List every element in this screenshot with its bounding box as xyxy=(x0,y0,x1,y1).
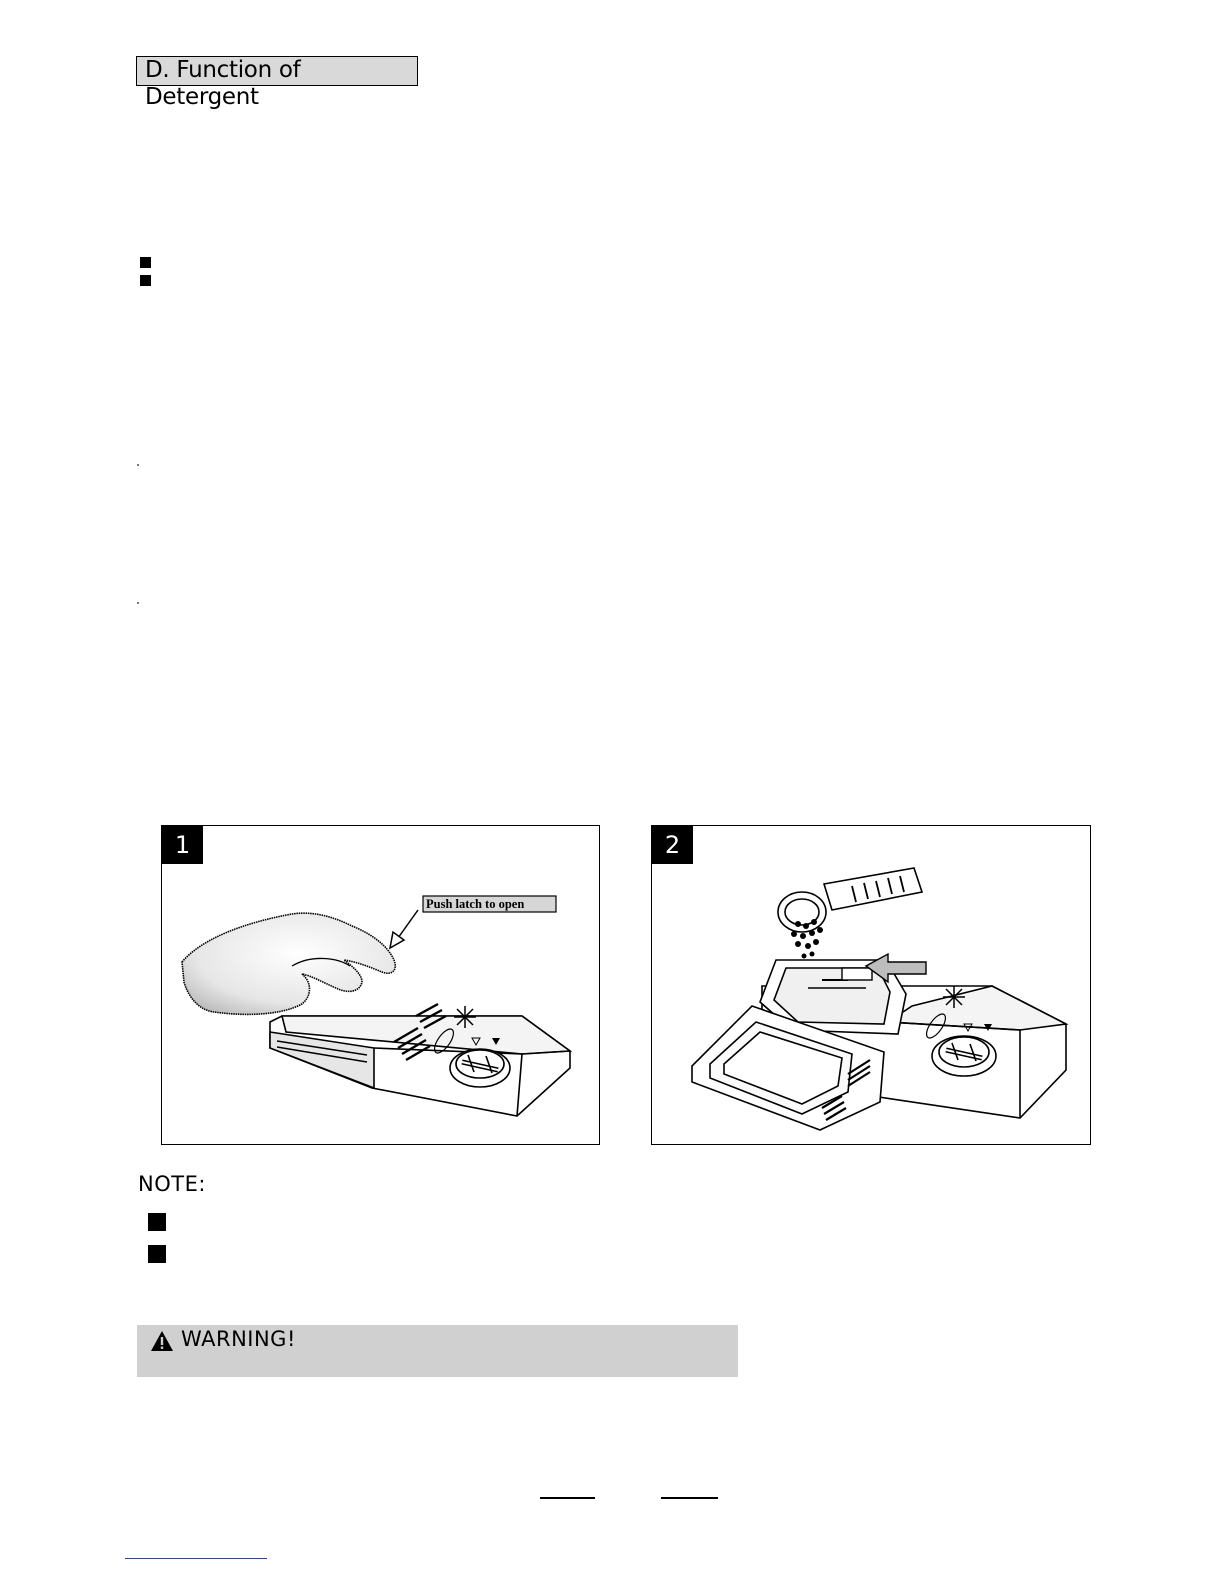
hand xyxy=(182,913,395,1014)
footer-rule xyxy=(661,1497,718,1499)
rinse-dial xyxy=(450,1049,510,1087)
rinse-dial xyxy=(932,1036,996,1076)
figure-1 xyxy=(161,825,600,1145)
figure-number: 2 xyxy=(652,826,693,864)
dispenser-latch-illustration xyxy=(162,826,599,1144)
footer-link-underline xyxy=(125,1558,267,1559)
warning-label: WARNING! xyxy=(181,1327,296,1351)
figure-2 xyxy=(651,825,1091,1145)
list-marker-dot xyxy=(137,464,139,466)
bullet-marker xyxy=(140,257,151,268)
section-heading: D. Function of Detergent xyxy=(136,56,418,86)
list-marker-dot xyxy=(137,602,139,604)
callout-arrow xyxy=(390,910,418,948)
footer-rule xyxy=(540,1497,595,1499)
dispenser-body xyxy=(270,1016,570,1116)
sun-symbol xyxy=(454,1006,476,1028)
warning-triangle-icon xyxy=(150,1330,174,1352)
callout-label: Push latch to open xyxy=(426,897,525,911)
figure-number: 1 xyxy=(162,826,203,864)
note-label: NOTE: xyxy=(138,1172,206,1196)
note-bullet xyxy=(148,1213,166,1231)
sun-symbol xyxy=(943,986,965,1008)
dispenser-fill-illustration xyxy=(652,826,1090,1144)
bullet-marker xyxy=(140,275,151,286)
note-bullet xyxy=(148,1245,166,1263)
warning-box xyxy=(137,1325,738,1377)
